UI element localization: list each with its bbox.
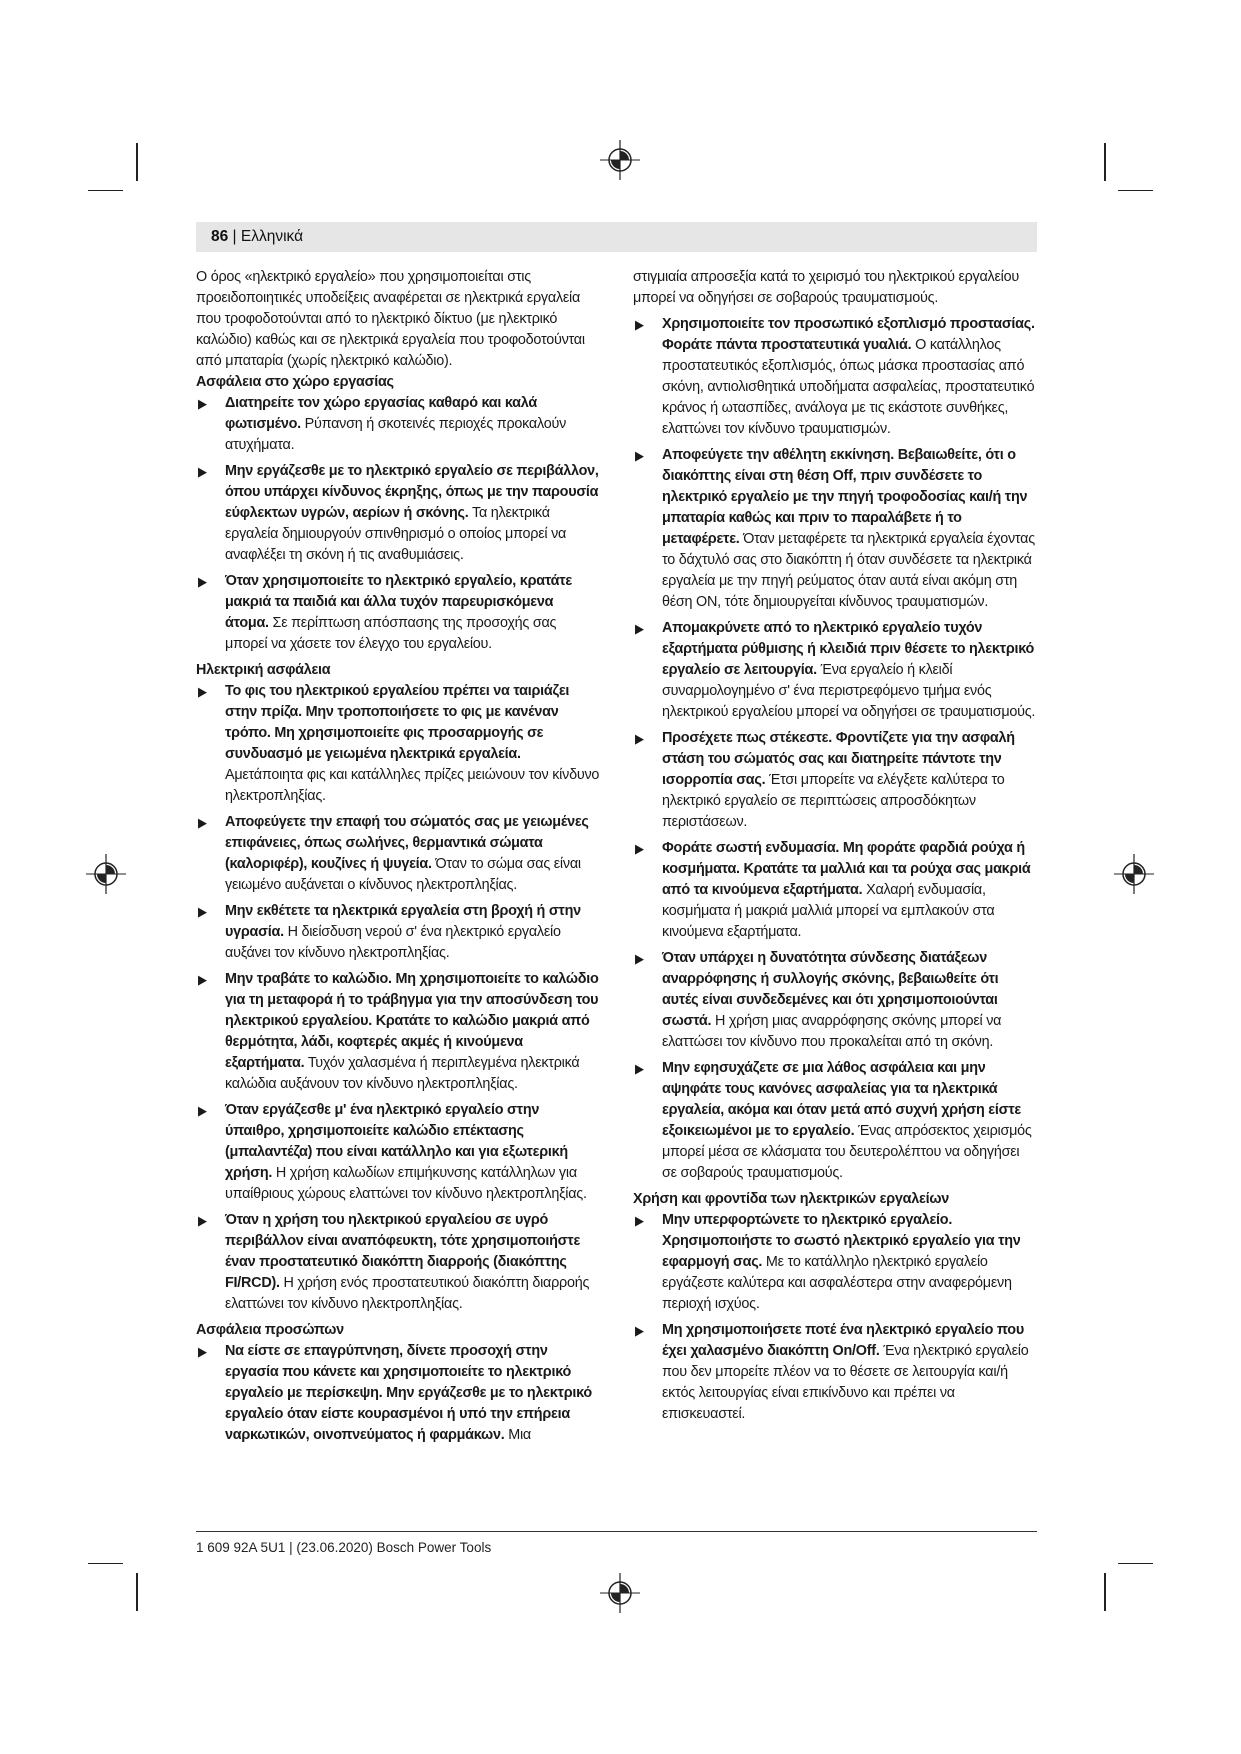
registration-mark-icon (1114, 854, 1154, 894)
bullet-arrow-icon: ▶ (635, 1323, 644, 1338)
list-item (196, 461, 600, 566)
item-text: Η χρήση μιας αναρρόφησης σκόνης μπορεί να ελαττώσει τον κίνδυνο που προκαλείται από τη σκόνη. (662, 1013, 1002, 1050)
item-bold-text: Προσέχετε πως στέκεστε. Φροντίζετε για την ασφαλή στάση του σώματός σας και διατηρείτε πάντοτε την ισορροπία σας. (662, 730, 1015, 788)
list-item (196, 901, 600, 964)
list-item (196, 1341, 600, 1446)
item-text: Η χρήση ενός προστατευτικού διακόπτη διαρροής ελαττώνει τον κίνδυνο ηλεκτροπληξίας. (225, 1275, 590, 1312)
item-text: Η διείσδυση νερού σ' ένα ηλεκτρικό εργαλείο αυξάνει τον κίνδυνο ηλεκτροπληξίας. (225, 924, 561, 961)
list-item (196, 393, 600, 456)
bullet-arrow-icon: ▶ (198, 684, 207, 699)
bullet-arrow-icon: ▶ (635, 841, 644, 856)
item-bold-text: Αποφεύγετε την επαφή του σώματός σας με γειωμένες επιφάνειες, όπως σωλήνες, θερμαντικά σώματα (καλοριφέρ), κουζίνες ή ψυγεία. (225, 814, 589, 872)
item-bold-text: Όταν χρησιμοποιείτε το ηλεκτρικό εργαλείο, κρατάτε μακριά τα παιδιά και άλλα τυχόν παρευρισκόμενα άτομα. (225, 573, 572, 631)
item-text: Όταν το σώμα σας είναι γειωμένο αυξάνεται ο κίνδυνος ηλεκτροπληξίας. (225, 856, 581, 893)
item-text: Τα ηλεκτρικά εργαλεία δημιουργούν σπινθηρισμό ο οποίος μπορεί να αναφλέξει τη σκόνη ή τις αναθυμιάσεις. (225, 505, 567, 563)
list-item (633, 728, 1037, 833)
section-heading: Ηλεκτρική ασφάλεια (196, 662, 331, 678)
bullet-arrow-icon: ▶ (635, 621, 644, 636)
bullet-arrow-icon: ▶ (198, 904, 207, 919)
registration-mark-icon (86, 854, 126, 894)
bullet-arrow-icon: ▶ (198, 574, 207, 589)
right-column (633, 267, 1037, 1430)
bullet-arrow-icon: ▶ (635, 951, 644, 966)
list-item (196, 1100, 600, 1205)
item-text: Μια (504, 1427, 531, 1443)
item-text: Ο κατάλληλος προστατευτικός εξοπλισμός, όπως μάσκα προστασίας από σκόνη, αντιολισθητικά υποδήματα ασφαλείας, προστατευτικό κράνος ή ωτασπίδες, ανάλογα με τις εκάστοτε συνθήκες, ελαττώνει τον κίνδυνο τραυματισμών. (662, 337, 1035, 437)
item-bold-text: Απομακρύνετε από το ηλεκτρικό εργαλείο τυχόν εξαρτήματα ρύθμισης ή κλειδιά πριν θέσετε το ηλεκτρικό εργαλείο σε λειτουργία. (662, 620, 1035, 678)
list-item (633, 838, 1037, 943)
registration-mark-icon (600, 1573, 640, 1613)
item-bold-text: Διατηρείτε τον χώρο εργασίας καθαρό και καλά φωτισμένο. (225, 395, 537, 432)
crop-mark (136, 143, 138, 181)
bullet-arrow-icon: ▶ (635, 317, 644, 332)
page-footer: 1 609 92A 5U1 | (23.06.2020) Bosch Power Tools (196, 1540, 492, 1555)
item-text: Σε περίπτωση απόσπασης της προσοχής σας μπορεί να χάσετε τον έλεγχο του εργαλείου. (225, 615, 557, 652)
item-text: Έτσι μπορείτε να ελέγξετε καλύτερα το ηλεκτρικό εργαλείο σε περιπτώσεις απροσδόκητων περιστάσεων. (662, 772, 1005, 830)
list-item (633, 1058, 1037, 1184)
item-bold-text: Αποφεύγετε την αθέλητη εκκίνηση. Βεβαιωθείτε, ότι ο διακόπτης είναι στη θέση Off, πριν συνδέσετε το ηλεκτρικό εργαλείο με την πηγή τροφοδοσίας και/ή την μπαταρία καθώς και πριν το παραλάβετε ή το μεταφέρετε. (662, 447, 1028, 547)
list-item (633, 314, 1037, 440)
bullet-arrow-icon: ▶ (198, 1103, 207, 1118)
list-item (196, 571, 600, 655)
crop-mark (1104, 1573, 1106, 1611)
bullet-arrow-icon: ▶ (198, 1344, 207, 1359)
item-bold-text: Μη χρησιμοποιήσετε ποτέ ένα ηλεκτρικό εργαλείο που έχει χαλασμένο διακόπτη On/Off. (662, 1322, 1024, 1359)
bullet-arrow-icon: ▶ (635, 731, 644, 746)
list-item (633, 618, 1037, 723)
bullet-arrow-icon: ▶ (198, 464, 207, 479)
item-bold-text: Μην τραβάτε το καλώδιο. Μη χρησιμοποιείτε το καλώδιο για τη μεταφορά ή το τράβηγμα για την αποσύνδεση του ηλεκτρικού εργαλείου. Κρατάτε το καλώδιο μακριά από θερμότητα, λάδι, κοφτερές ακμές ή κινούμενα εξαρτήματα. (225, 971, 599, 1071)
intro-paragraph: Ο όρος «ηλεκτρικό εργαλείο» που χρησιμοποιείται στις προειδοποιητικές υποδείξεις αναφέρεται σε ηλεκτρικά εργαλεία που τροφοδοτούνται από το ηλεκτρικό δίκτυο (με ηλεκτρικό καλώδιο) καθώς και σε ηλεκτρικά εργαλεία που τροφοδοτούνται από μπαταρία (χωρίς ηλεκτρικό καλώδιο). (196, 269, 585, 369)
list-item (196, 969, 600, 1095)
section-heading: Ασφάλεια στο χώρο εργασίας (196, 374, 394, 390)
left-column (196, 267, 600, 1451)
item-bold-text: Μην υπερφορτώνετε το ηλεκτρικό εργαλείο. Χρησιμοποιήστε το σωστό ηλεκτρικό εργαλείο για την εφαρμογή σας. (662, 1212, 1021, 1270)
item-text: Όταν μεταφέρετε τα ηλεκτρικά εργαλεία έχοντας το δάχτυλό σας στο διακόπτη ή όταν συνδέσετε τα ηλεκτρικά εργαλεία με την πηγή ρεύματος όταν αυτά είναι ακόμη στη θέση ON, τότε δημιουργείται κίνδυνος τραυματισμών. (662, 531, 1035, 610)
item-bold-text: Μην εργάζεσθε με το ηλεκτρικό εργαλείο σε περιβάλλον, όπου υπάρχει κίνδυνος έκρηξης, όπως με την παρουσία εύφλεκτων υγρών, αερίων ή σκόνης. (225, 463, 599, 521)
page-number: 86 (211, 228, 229, 245)
item-bold-text: Χρησιμοποιείτε τον προσωπικό εξοπλισμό προστασίας. Φοράτε πάντα προστατευτικά γυαλιά. (662, 316, 1035, 353)
list-item (633, 1210, 1037, 1315)
crop-mark (1118, 190, 1153, 191)
crop-mark (88, 190, 123, 191)
bullet-arrow-icon: ▶ (198, 815, 207, 830)
item-bold-text: Μην εφησυχάζετε σε μια λάθος ασφάλεια και μην αψηφάτε τους κανόνες ασφαλείας για τα ηλεκτρικά εργαλεία, ακόμα και όταν μετά από συχνή χρήση είστε εξοικειωμένοι με το εργαλείο. (662, 1060, 1021, 1139)
bullet-arrow-icon: ▶ (198, 396, 207, 411)
crop-mark (1104, 143, 1106, 181)
bullet-arrow-icon: ▶ (635, 1061, 644, 1076)
header-language: Ελληνικά (240, 228, 304, 245)
item-text: Τυχόν χαλασμένα ή περιπλεγμένα ηλεκτρικά καλώδια αυξάνουν τον κίνδυνο ηλεκτροπληξίας. (225, 1055, 580, 1092)
item-text: Ένας απρόσεκτος χειρισμός μπορεί μέσα σε κλάσματα του δευτερολέπτου να οδηγήσει σε σοβαρούς τραυματισμούς. (662, 1123, 1032, 1181)
item-text: Ρύπανση ή σκοτεινές περιοχές προκαλούν ατυχήματα. (225, 416, 567, 453)
item-bold-text: Όταν η χρήση του ηλεκτρικού εργαλείου σε υγρό περιβάλλον είναι αναπόφευκτη, τότε χρησιμοποιήστε έναν προστατευτικό διακόπτη διαρροής (διακόπτης FI/RCD). (225, 1212, 581, 1291)
item-bold-text: Φοράτε σωστή ενδυμασία. Μη φοράτε φαρδιά ρούχα ή κοσμήματα. Κρατάτε τα μαλλιά και τα ρούχα σας μακριά από τα κινούμενα εξαρτήματα. (662, 840, 1031, 898)
page-header (211, 228, 303, 246)
crop-mark (136, 1573, 138, 1611)
item-bold-text: Όταν υπάρχει η δυνατότητα σύνδεσης διατάξεων αναρρόφησης ή συλλογής σκόνης, βεβαιωθείτε ότι αυτές είναι συνδεδεμένες και ότι χρησιμοποιούνται σωστά. (662, 950, 999, 1029)
list-item (196, 681, 600, 807)
item-bold-text: Να είστε σε επαγρύπνηση, δίνετε προσοχή στην εργασία που κάνετε και χρησιμοποιείτε το ηλεκτρικό εργαλείο με περίσκεψη. Μην εργάζεσθε με το ηλεκτρικό εργαλείο όταν είστε κουρασμένοι ή υπό την επήρεια ναρκωτικών, οινοπνεύματος ή φαρμάκων. (225, 1343, 592, 1443)
list-item (633, 948, 1037, 1053)
list-item (633, 1320, 1037, 1425)
list-item (196, 812, 600, 896)
crop-mark (1118, 1563, 1153, 1564)
item-text: Με το κατάλληλο ηλεκτρικό εργαλείο εργάζεστε καλύτερα και ασφαλέστερα στην αναφερόμενη περιοχή ισχύος. (662, 1254, 1012, 1312)
item-bold-text: Το φις του ηλεκτρικού εργαλείου πρέπει να ταιριάζει στην πρίζα. Μην τροποποιήσετε το φις με κανέναν τρόπο. Μη χρησιμοποιείτε φις προσαρμογής σε συνδυασμό με γειωμένα ηλεκτρικά εργαλεία. (225, 683, 570, 762)
crop-mark (88, 1563, 123, 1564)
list-item (196, 1210, 600, 1315)
page-header-bar (196, 222, 1037, 252)
item-text: Αμετάποιητα φις και κατάλληλες πρίζες μειώνουν τον κίνδυνο ηλεκτροπληξίας. (225, 767, 600, 804)
item-text: Η χρήση καλωδίων επιμήκυνσης κατάλληλων για υπαίθριους χώρους ελαττώνει τον κίνδυνο ηλεκτροπληξίας. (225, 1165, 587, 1202)
section-heading: Ασφάλεια προσώπων (196, 1322, 344, 1338)
item-text: Χαλαρή ενδυμασία, κοσμήματα ή μακριά μαλλιά μπορεί να εμπλακούν στα κινούμενα εξαρτήματα. (662, 882, 995, 940)
bullet-arrow-icon: ▶ (635, 1213, 644, 1228)
bullet-arrow-icon: ▶ (198, 1213, 207, 1228)
registration-mark-icon (600, 140, 640, 180)
header-separator: | (228, 228, 241, 245)
item-bold-text: Μην εκθέτετε τα ηλεκτρικά εργαλεία στη βροχή ή στην υγρασία. (225, 903, 581, 940)
footer-rule (196, 1531, 1037, 1532)
item-bold-text: Όταν εργάζεσθε μ' ένα ηλεκτρικό εργαλείο στην ύπαιθρο, χρησιμοποιείτε καλώδιο επέκτασης (μπαλαντέζα) που είναι κατάλληλο και για εξωτερική χρήση. (225, 1102, 568, 1181)
continuation-paragraph: στιγμιαία απροσεξία κατά το χειρισμό του ηλεκτρικού εργαλείου μπορεί να οδηγήσει σε σοβαρούς τραυματισμούς. (633, 269, 1019, 306)
bullet-arrow-icon: ▶ (198, 972, 207, 987)
list-item (633, 445, 1037, 613)
item-text: Ένα εργαλείο ή κλειδί συναρμολογημένο σ' ένα περιστρεφόμενο τμήμα ενός ηλεκτρικού εργαλείου μπορεί να οδηγήσει σε τραυματισμούς. (662, 662, 1036, 720)
item-text: Ένα ηλεκτρικό εργαλείο που δεν μπορείτε πλέον να το θέσετε σε λειτουργία και/ή εκτός λειτουργίας είναι επικίνδυνο και πρέπει να επισκευαστεί. (662, 1343, 1029, 1422)
section-heading: Χρήση και φροντίδα των ηλεκτρικών εργαλείων (633, 1191, 949, 1207)
bullet-arrow-icon: ▶ (635, 448, 644, 463)
